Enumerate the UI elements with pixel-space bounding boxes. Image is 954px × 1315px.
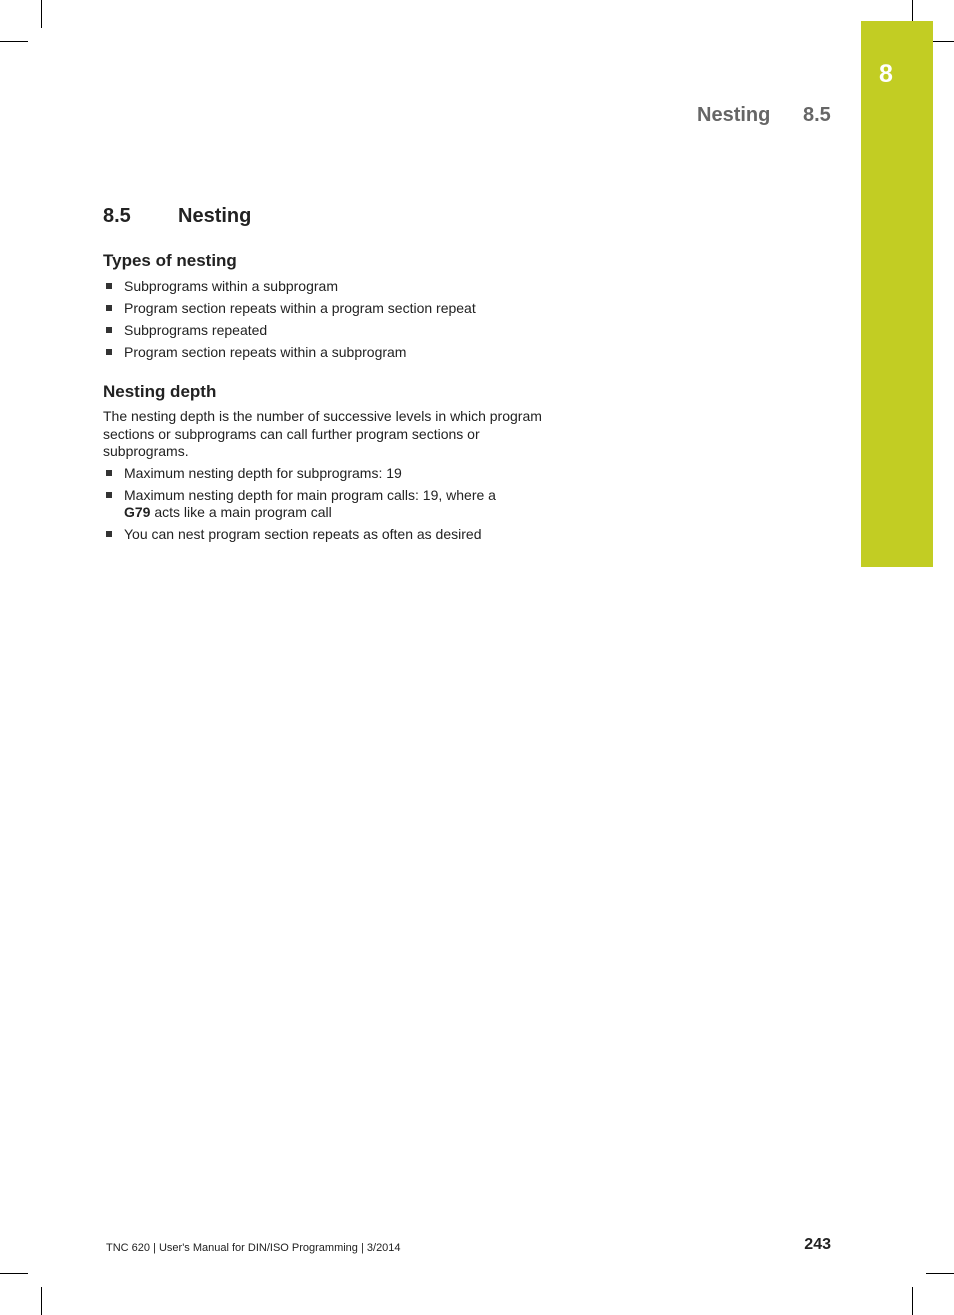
bullet-icon (106, 531, 112, 537)
depth-list (103, 465, 496, 548)
crop-mark (912, 1287, 913, 1315)
list-item: Program section repeats within a program section repeat (103, 300, 476, 317)
list-item: Subprograms repeated (103, 322, 476, 339)
list-item: Maximum nesting depth for subprograms: 19 (103, 465, 496, 482)
section-title: 8.5 Nesting (103, 205, 252, 227)
list-item: Program section repeats within a subprogram (103, 344, 476, 361)
crop-mark (0, 41, 28, 42)
bullet-icon (106, 327, 112, 333)
bullet-icon (106, 283, 112, 289)
code-g79: G79 (124, 504, 151, 520)
chapter-number: 8 (879, 60, 893, 88)
list-item: You can nest program section repeats as often as desired (103, 526, 496, 543)
crop-mark (41, 1287, 42, 1315)
crop-mark (41, 0, 42, 28)
crop-mark (933, 41, 954, 42)
footer-text: TNC 620 | User's Manual for DIN/ISO Programming | 3/2014 (106, 1242, 401, 1254)
depth-heading: Nesting depth (103, 382, 217, 401)
running-header-title: Nesting (697, 104, 771, 126)
bullet-icon (106, 305, 112, 311)
page-number: 243 (804, 1236, 831, 1253)
list-item: Subprograms within a subprogram (103, 278, 476, 295)
crop-mark (912, 0, 913, 21)
crop-mark (926, 1273, 954, 1274)
crop-mark (0, 1273, 28, 1274)
bullet-icon (106, 349, 112, 355)
bullet-icon (106, 470, 112, 476)
list-item: Maximum nesting depth for main program calls: 19, where a G79 acts like a main program call (103, 487, 496, 521)
running-header-number: 8.5 (803, 104, 831, 126)
depth-paragraph: The nesting depth is the number of successive levels in which program sections or subprograms can call further program sections or subprograms. (103, 408, 542, 459)
types-heading: Types of nesting (103, 251, 237, 270)
chapter-tab (861, 21, 933, 567)
types-list (103, 278, 476, 366)
bullet-icon (106, 492, 112, 498)
